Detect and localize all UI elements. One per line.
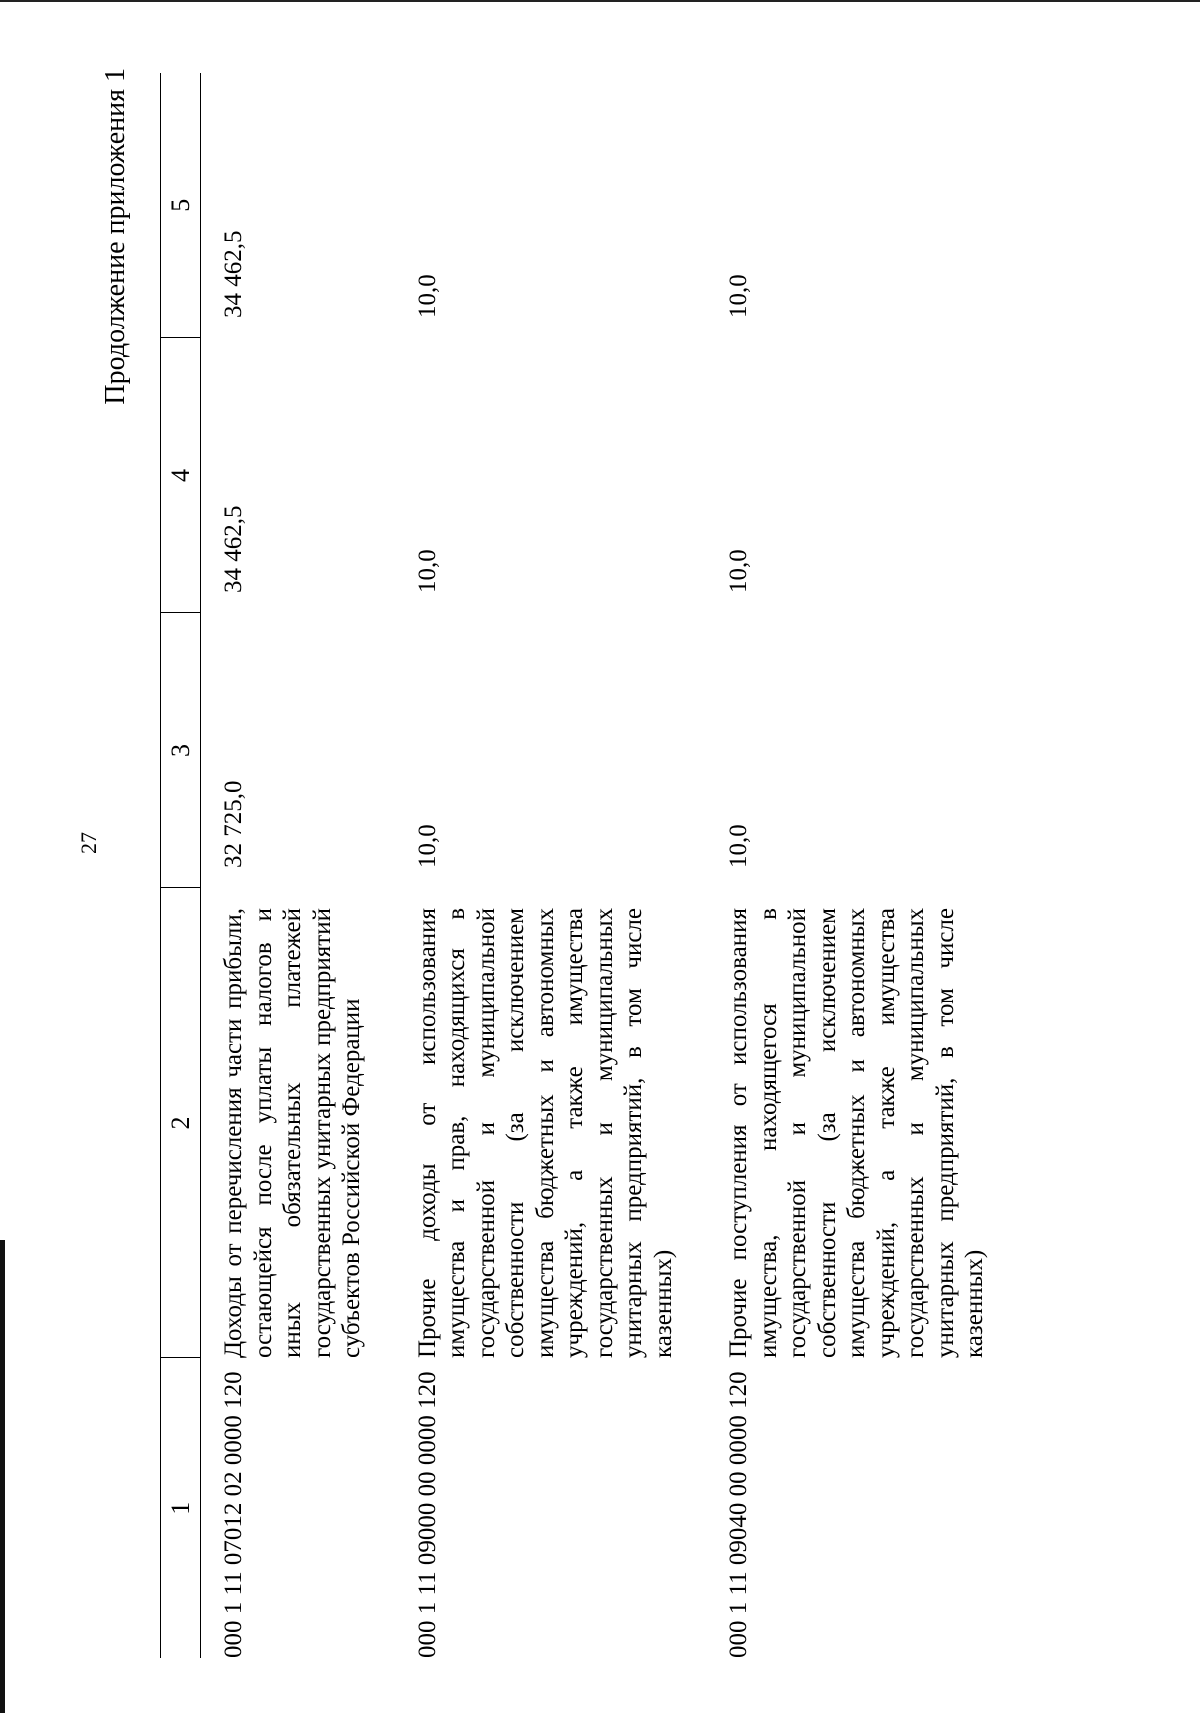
table-row	[706, 73, 990, 1658]
header-row	[161, 73, 201, 1658]
header-col-5: 5	[161, 73, 201, 338]
row-name: Доходы от перечисления части прибыли, остающейся после уплаты налогов и иных обязательных платежей государственных унитарных предприятий субъектов Российской Федерации	[220, 908, 365, 1358]
row-value-col5: 10,0	[725, 274, 752, 318]
table-header	[161, 73, 201, 1658]
header-col-2: 2	[161, 888, 201, 1358]
row-value-col5: 34 462,5	[220, 230, 247, 318]
row-value-col4: 10,0	[725, 549, 752, 593]
header-col-4: 4	[161, 338, 201, 613]
header-col-1: 1	[161, 1358, 201, 1658]
page-number: 27	[76, 832, 101, 854]
table-row	[395, 73, 679, 1658]
row-value-col3: 10,0	[413, 824, 441, 868]
row-name: Прочие доходы от использования имущества и прав, находящихся в государственной и муниципальной собственности (за исключением имущества бюджетных и автономных учреждений, а также имущества государственных и муниципальных унитарных предприятий, в том числе казенных)	[413, 908, 677, 1358]
row-name: Прочие поступления от использования имущества, находящегося в государственной и муниципальной собственности (за исключением имущества бюджетных и автономных учреждений, а также имущества государственных и муниципальных унитарных предприятий, в том числе казенных)	[725, 908, 988, 1358]
continuation-label: Продолжение приложения 1	[100, 68, 131, 405]
row-spacer	[678, 73, 706, 1658]
row-spacer	[367, 73, 395, 1658]
row-code: 000 1 11 09040 00 0000 120	[725, 1371, 752, 1658]
row-value-col5: 10,0	[413, 274, 441, 318]
row-value-col4: 34 462,5	[220, 505, 247, 593]
header-col-3: 3	[161, 613, 201, 888]
table-row	[201, 73, 367, 1658]
row-code: 000 1 11 09000 00 0000 120	[413, 1371, 441, 1658]
row-value-col3: 32 725,0	[220, 780, 247, 868]
row-code: 000 1 11 07012 02 0000 120	[220, 1371, 247, 1658]
revenue-table	[160, 73, 990, 1658]
row-value-col4: 10,0	[413, 549, 441, 593]
row-value-col3: 10,0	[725, 824, 752, 868]
